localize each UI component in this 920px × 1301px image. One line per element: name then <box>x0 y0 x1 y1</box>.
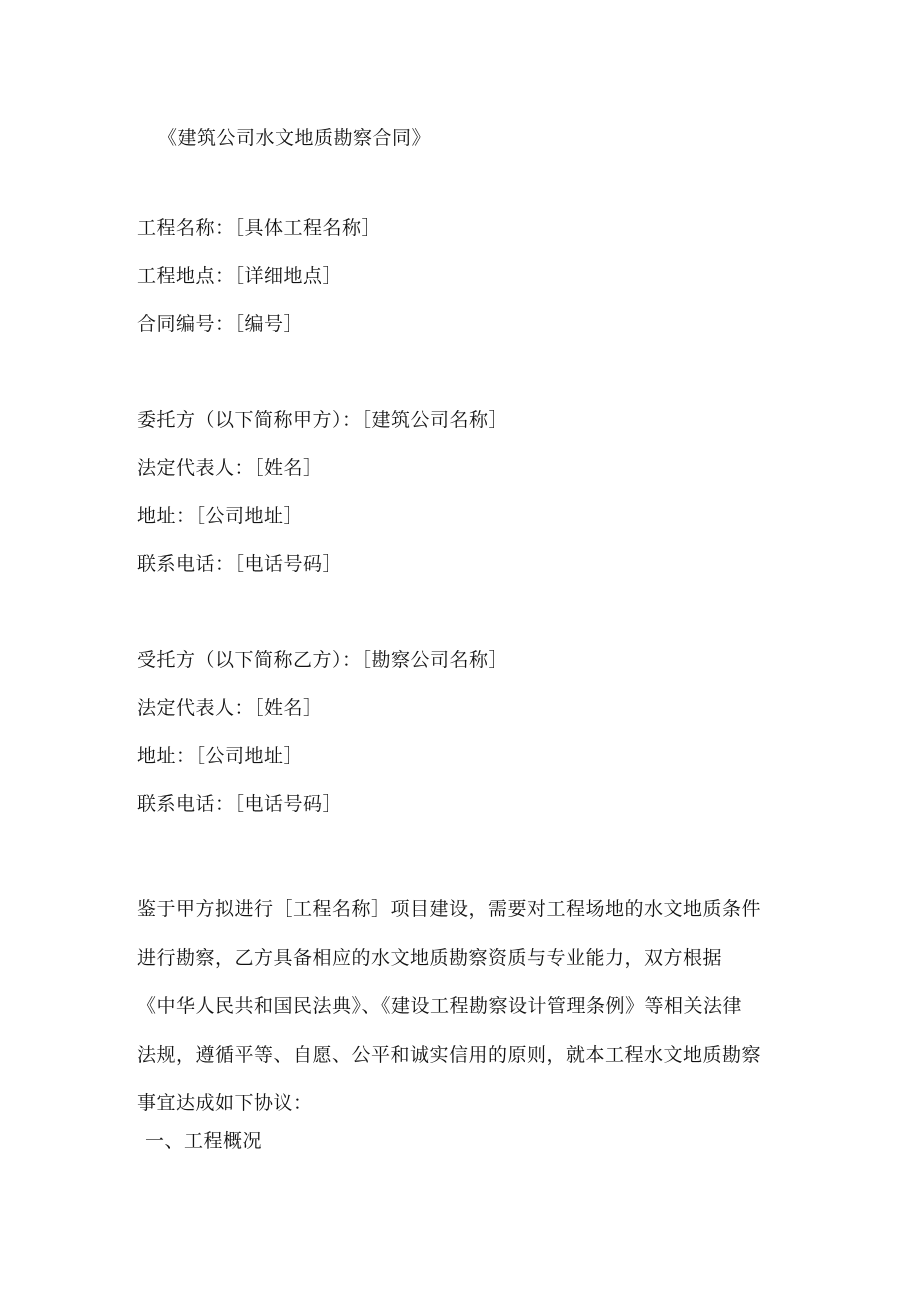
project-name: 工程名称：［具体工程名称］ <box>137 217 382 239</box>
preamble-line: 鉴于甲方拟进行［工程名称］项目建设，需要对工程场地的水文地质条件 <box>137 898 762 920</box>
preamble-line: 事宜达成如下协议： <box>137 1092 313 1114</box>
party-b-phone: 联系电话：［电话号码］ <box>137 793 343 815</box>
preamble-line: 法规，遵循平等、自愿、公平和诚实信用的原则，就本工程水文地质勘察 <box>137 1043 762 1066</box>
preamble-line: 《中华人民共和国民法典》、《建设工程勘察设计管理条例》等相关法律 <box>137 995 743 1017</box>
party-a-name: 委托方（以下简称甲方）：［建筑公司名称］ <box>137 409 509 431</box>
party-b-address: 地址：［公司地址］ <box>137 745 304 767</box>
party-a-phone: 联系电话：［电话号码］ <box>137 553 343 575</box>
preamble-paragraph <box>137 885 787 1128</box>
party-a-address: 地址：［公司地址］ <box>137 505 304 527</box>
party-b-name: 受托方（以下简称乙方）：［勘察公司名称］ <box>137 649 509 671</box>
preamble-line: 进行勘察，乙方具备相应的水文地质勘察资质与专业能力，双方根据 <box>137 946 723 969</box>
party-a-representative: 法定代表人：［姓名］ <box>137 457 323 479</box>
document-title: 《建筑公司水文地质勘察合同》 <box>158 127 432 149</box>
contract-number: 合同编号：［编号］ <box>137 313 304 335</box>
party-b-representative: 法定代表人：［姓名］ <box>137 697 323 719</box>
project-location: 工程地点：［详细地点］ <box>137 265 343 287</box>
section-heading-1: 一、工程概况 <box>145 1130 263 1152</box>
